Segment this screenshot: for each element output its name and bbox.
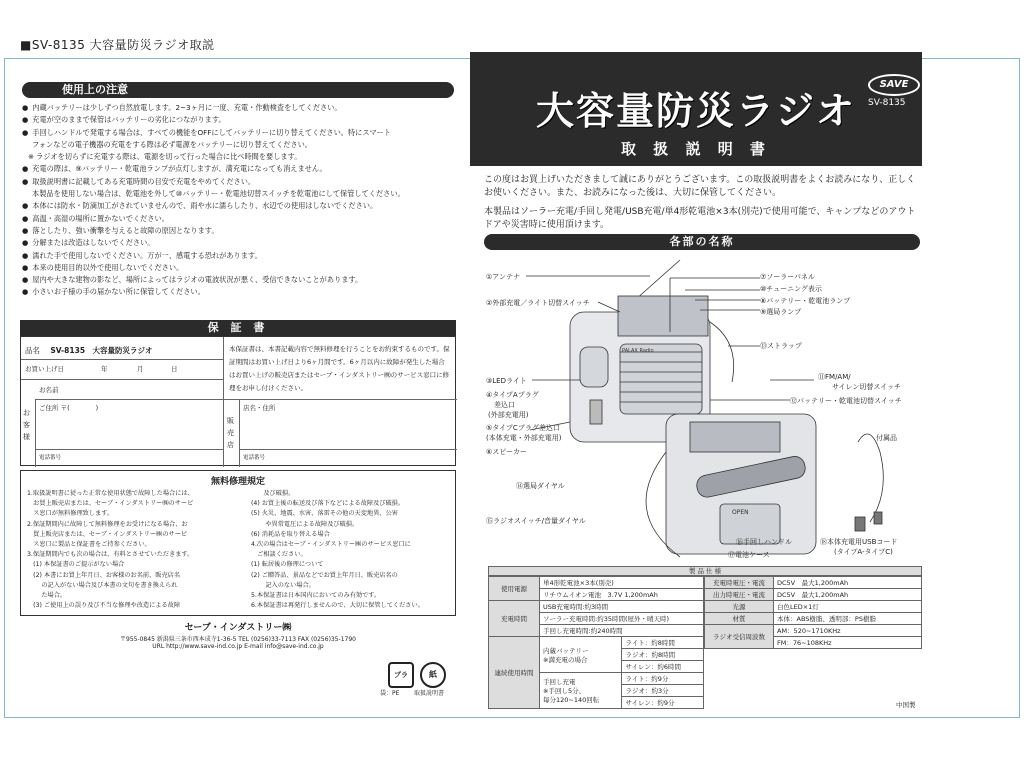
model-number: SV-8135 xyxy=(868,98,906,108)
caution-item: ● 充電の際は、⑨バッテリー・乾電池ランプが点灯しますが、満充電になっても消えません。 xyxy=(22,163,462,175)
free-repair-line: (6) 消耗品を取り替える場合 xyxy=(251,530,330,538)
free-repair-line: ス窓口が無料修理致します。 xyxy=(27,510,114,518)
free-repair-line: (2) 本書にお買上年月日、お客様のお名前、販売店名 xyxy=(27,571,181,579)
open-text: OPEN xyxy=(732,509,749,516)
free-repair-line: 1.取扱説明書に従った正常な使用状態で故障した場合には、 xyxy=(27,490,194,497)
caution-item: ● 手回しハンドルで発電する場合は、すべての機能をOFFにしてバッテリーに切り替えてください。特にスマート xyxy=(22,127,462,139)
spec-am: AM：520~1710KHz xyxy=(774,625,922,637)
month-label: 月 xyxy=(137,365,144,373)
intro-paragraph-1: この度はお買上げいただきまして誠にありがとうございます。この取扱説明書をよくお読みになり、正しくお使いください。また、お読みになった後は、大切に保管してください。 xyxy=(484,175,916,198)
specs-table-right xyxy=(704,576,922,649)
free-repair-line: (5) 火災、地震、水害、落雷その他の天変地異、公害 xyxy=(251,510,398,518)
paper-recycle-icon: 紙 xyxy=(420,662,446,688)
document-header: ■SV-8135 大容量防災ラジオ取説 xyxy=(20,38,215,52)
caution-item: ● 屋内や大きな建物の影など、場所によってはラジオの電波状況が悪く、受信できないことがあります。 xyxy=(22,274,462,286)
caution-item: ● 本体には防水・防滴加工がされていませんので、雨や水に濡らしたり、水辺での使用はしないでください。 xyxy=(22,200,462,212)
free-repair-line: の記入がない場合及び本書の文句を書き換えられ xyxy=(27,581,178,589)
caution-item: ● 充電が空のままで保管はバッテリーの劣化につながります。 xyxy=(22,114,462,126)
plastic-recycle-icon: プラ xyxy=(388,662,414,688)
free-repair-line: 5.本保証書は日本国内においてのみ有効です。 xyxy=(251,592,381,600)
label-type-a-plug: ④タイプAプラグ xyxy=(486,391,539,399)
free-repair-line: 記入のない場合。 xyxy=(251,581,315,589)
solar-panel xyxy=(618,296,708,336)
spec-output-vc: 出力時電圧・電流 xyxy=(705,589,774,601)
caution-item: ● 取扱説明書に記載してある充電時間の目安で充電をやめてください。 xyxy=(22,176,462,188)
spec-crank-label: 手回し充電 xyxy=(543,678,576,686)
spec-light-value: 白色LED×1灯 xyxy=(774,601,922,613)
label-strap: ⑬ストラップ xyxy=(760,342,802,350)
customer-side-label: お 客 様 xyxy=(23,409,30,441)
label-tuning-dial: ⑭選局ダイヤル xyxy=(516,482,565,490)
save-logo: SAVE xyxy=(868,74,920,96)
free-repair-line: 買上販売店または、セーブ・インダストリー㈱のサービ xyxy=(27,530,188,538)
parts-title: 各部の名称 xyxy=(484,234,920,250)
free-repair-line: 2.保証期間内に故障して無料修理をお受けになる場合、お xyxy=(27,520,188,528)
spec-battery-label: 内蔵バッテリー xyxy=(543,646,589,655)
product-label: 品名 xyxy=(25,346,40,355)
made-in-label: 中国製 xyxy=(896,701,916,709)
free-repair-left xyxy=(27,489,239,611)
label-accessory: 付属品 xyxy=(876,434,897,442)
address-label: ご住所 〒( ) xyxy=(39,404,99,412)
label-tuning-display: ⑩チューニング表示 xyxy=(760,285,822,293)
caution-item: 本製品を使用しない場合は、乾電池を外して⑩バッテリー・乾電池切替スイッチを乾電池にして保管してください。 xyxy=(32,189,405,199)
free-repair-line: (4) お買上後の転送及び落下などによる故障及び破損。 xyxy=(251,500,405,508)
hero-title: 大容量防災ラジオ xyxy=(535,89,856,133)
spec-material: 材質 xyxy=(705,613,774,625)
caution-item: ● 濡れた手で使用しないでください。万が一、感電する恐れがあります。 xyxy=(22,250,462,262)
label-mode-switch-sub: サイレン切替スイッチ xyxy=(832,383,902,391)
spec-power-source: 使用電源 xyxy=(489,577,540,601)
label-type-a-port: 差込口 xyxy=(494,401,515,409)
caution-item: ● 内蔵バッテリーは少しずつ自然放電します。2~3ヶ月に一度、充電・作動検査をしてください。 xyxy=(22,102,462,114)
hero-banner xyxy=(470,52,922,166)
intro-paragraph-2: 本製品はソーラー充電/手回し発電/USB充電/単4形乾電池×3本(別売)で使用可能で、キャンプなどのアウトドアや災害時に使用頂けます。 xyxy=(484,207,916,230)
company-url: URL http://www.save-ind.co.jp E-mail info@save-ind.co.jp xyxy=(152,643,324,650)
free-repair-line: ご相談ください。 xyxy=(251,551,307,559)
caution-item: ● 分解または改造はしないでください。 xyxy=(22,237,462,249)
free-repair-line: ス窓口に製品と保証書をご持参ください。 xyxy=(27,541,151,549)
caution-item: ● 小さいお子様の手の届かない所に保管してください。 xyxy=(22,286,462,298)
free-repair-line: (1) 転居後の修理について xyxy=(251,561,324,569)
day-label: 日 xyxy=(171,365,178,373)
spec-continuous-time: 連続使用時間 xyxy=(489,637,540,709)
free-repair-box xyxy=(20,470,456,616)
label-radio-volume: ⑮ラジオスイッチ/音量ダイヤル xyxy=(486,517,586,525)
free-repair-line: た場合。 xyxy=(27,592,67,600)
caution-item: ● 高温・高湿の場所に置かないでください。 xyxy=(22,213,462,225)
led-light xyxy=(580,347,608,387)
spec-crank-radio: ラジオ：約3分 xyxy=(622,685,704,697)
label-type-c-usage: (本体充電・外部充電用) xyxy=(486,434,562,442)
spec-charge-vc-value: DC5V 最大1,200mAh xyxy=(774,577,922,589)
spec-charge-vc: 充電時電圧・電流 xyxy=(705,577,774,589)
spec-usb-charge: USB充電時間:約3時間 xyxy=(540,601,704,613)
year-label: 年 xyxy=(101,365,108,373)
spec-frequency: ラジオ受信周波数 xyxy=(705,625,774,649)
warranty-box xyxy=(20,336,456,466)
label-solar-panel: ⑦ソーラーパネル xyxy=(760,273,815,281)
spec-material-value: 本体：ABS樹脂、透明部：PS樹脂 xyxy=(774,613,922,625)
free-repair-line: 4.次の場合はセーブ・インダストリー㈱のサービス窓口に xyxy=(251,541,411,549)
warranty-title: 保 証 書 xyxy=(20,320,456,336)
warranty-notice: 本保証書は、本書記載内容で無料修理を行うことをお約束するものです。保証期間はお買い上げ日より6ヶ月間です。6ヶ月以内に故障が発生した場合はお買い上げの販売店またはセーブ・インダストリー㈱のサービス窓口に修理をお申し付けください。 xyxy=(229,345,450,392)
spec-battery-radio: ラジオ：約8時間 xyxy=(622,649,704,661)
purchase-date-label: お買い上げ日 xyxy=(25,365,64,373)
label-type-c-port: ⑤タイプCプラグ差込口 xyxy=(486,424,560,432)
free-repair-right xyxy=(251,489,455,611)
label-tuning-lamp: ⑨選局ランプ xyxy=(760,308,802,316)
label-led-light: ③LEDライト xyxy=(486,377,527,385)
caution-item: ● 落としたり、強い衝撃を与えると故障の原因となります。 xyxy=(22,225,462,237)
free-repair-line: (1) 本保証書のご提示がない場合 xyxy=(27,561,125,569)
free-repair-line: (3) ご使用上の誤り及び不当な修理や改造による故障 xyxy=(27,602,181,610)
free-repair-line: や異常電圧による故障及び破損。 xyxy=(251,520,359,528)
spec-crank-charge: 手回し充電時間:約240時間 xyxy=(540,625,704,637)
label-hand-crank: ⑯手回しハンドル xyxy=(736,538,792,546)
dealer-address-label: 店名・住所 xyxy=(243,404,276,412)
spec-crank-sub1: ※手回し5分、 xyxy=(543,687,586,695)
dealer-phone-label: 電話番号 xyxy=(243,455,266,461)
hero-subtitle: 取 扱 説 明 書 xyxy=(621,140,771,158)
radio-brand-text: PALAX Radio xyxy=(622,348,654,354)
specs-table-left xyxy=(488,576,704,709)
cautions-list xyxy=(22,102,462,299)
speaker-grille xyxy=(620,344,702,414)
caution-item: フォンなどの電子機器の充電をする際は必ず電源をバッテリーに切り替えてください。 xyxy=(32,139,312,149)
free-repair-line: 及び破損。 xyxy=(251,490,295,497)
spec-battery-sub: ※満充電の場合 xyxy=(543,655,588,664)
spec-crank-siren: サイレン：約9分 xyxy=(622,697,704,709)
cautions-title: 使用上の注意 xyxy=(22,82,454,98)
free-repair-line: (2) ご贈答品、景品などでお買上年月日、販売店名の xyxy=(251,571,398,579)
free-repair-line: 3.保証期間内でも次の場合は、有料とさせていただきます。 xyxy=(27,551,194,559)
spec-crank-sub2: 毎分120~140回転 xyxy=(543,696,600,704)
label-usb-cord-type: (タイプA-タイプC) xyxy=(834,548,893,556)
caution-item: ※ ラジオを切らずに充電する際は、電源を切って行った場合に比べ時間を要します。 xyxy=(22,151,462,163)
spec-battery-siren: サイレン：約6時間 xyxy=(622,661,704,673)
product-value: SV-8135 大容量防災ラジオ xyxy=(50,346,153,355)
label-usb-cord: ⑱本体充電用USBコード xyxy=(820,538,898,546)
plastic-recycle-label: 袋：PE xyxy=(380,690,400,697)
dealer-side-label: 販 売 店 xyxy=(227,417,234,449)
caution-item: ● 本来の使用目的以外で使用しないでください。 xyxy=(22,262,462,274)
label-antenna: ①アンテナ xyxy=(486,273,520,281)
label-battery-switch: ⑫バッテリー・乾電池切替スイッチ xyxy=(790,397,902,405)
spec-crank-light: ライト：約9分 xyxy=(622,673,704,685)
spec-output-vc-value: DC5V 最大1,200mAh xyxy=(774,589,922,601)
paper-recycle-label: 取扱説明書 xyxy=(414,690,445,697)
spec-charge-time: 充電時間 xyxy=(489,601,540,637)
spec-solar-charge: ソーラー充電時間:約35時間(屋外・晴天時) xyxy=(540,613,704,625)
specs-title: 製 品 仕 様 xyxy=(488,566,922,576)
spec-battery-light: ライト：約8時間 xyxy=(622,637,704,649)
spec-fm: FM：76~108KHz xyxy=(774,637,922,649)
spec-power-1: 単4形乾電池×3本(別売) xyxy=(540,577,704,589)
label-battery-case: ⑰電池ケース xyxy=(728,551,770,559)
label-mode-switch: ⑪FM/AM/ xyxy=(818,373,851,381)
spec-power-2: リチウムイオン電池 3.7V 1,200mAh xyxy=(540,589,704,601)
spec-light-source: 光源 xyxy=(705,601,774,613)
label-external-charge-switch: ②外部充電／ライト切替スイッチ xyxy=(486,299,590,307)
free-repair-line: 6.本保証書は再発行しませんので、大切に保管してください。 xyxy=(251,602,424,610)
company-name: セーブ・インダストリー㈱ xyxy=(184,623,292,633)
name-label: お名前 xyxy=(39,386,59,394)
label-battery-lamp: ⑧バッテリー・乾電池ランプ xyxy=(760,297,851,305)
label-speaker: ⑥スピーカー xyxy=(486,448,527,456)
free-repair-title: 無料修理規定 xyxy=(210,477,265,487)
company-address: 〒955-0845 新潟県三条市西本成寺1-36-5 TEL (0256)33-7113 FAX (0256)35-1790 xyxy=(120,636,356,643)
free-repair-line: お買上販売店または、セーブ・インダストリー㈱のサービ xyxy=(27,500,194,508)
label-type-a-usage: (外部充電用) xyxy=(488,411,529,419)
phone-label: 電話番号 xyxy=(39,455,62,461)
